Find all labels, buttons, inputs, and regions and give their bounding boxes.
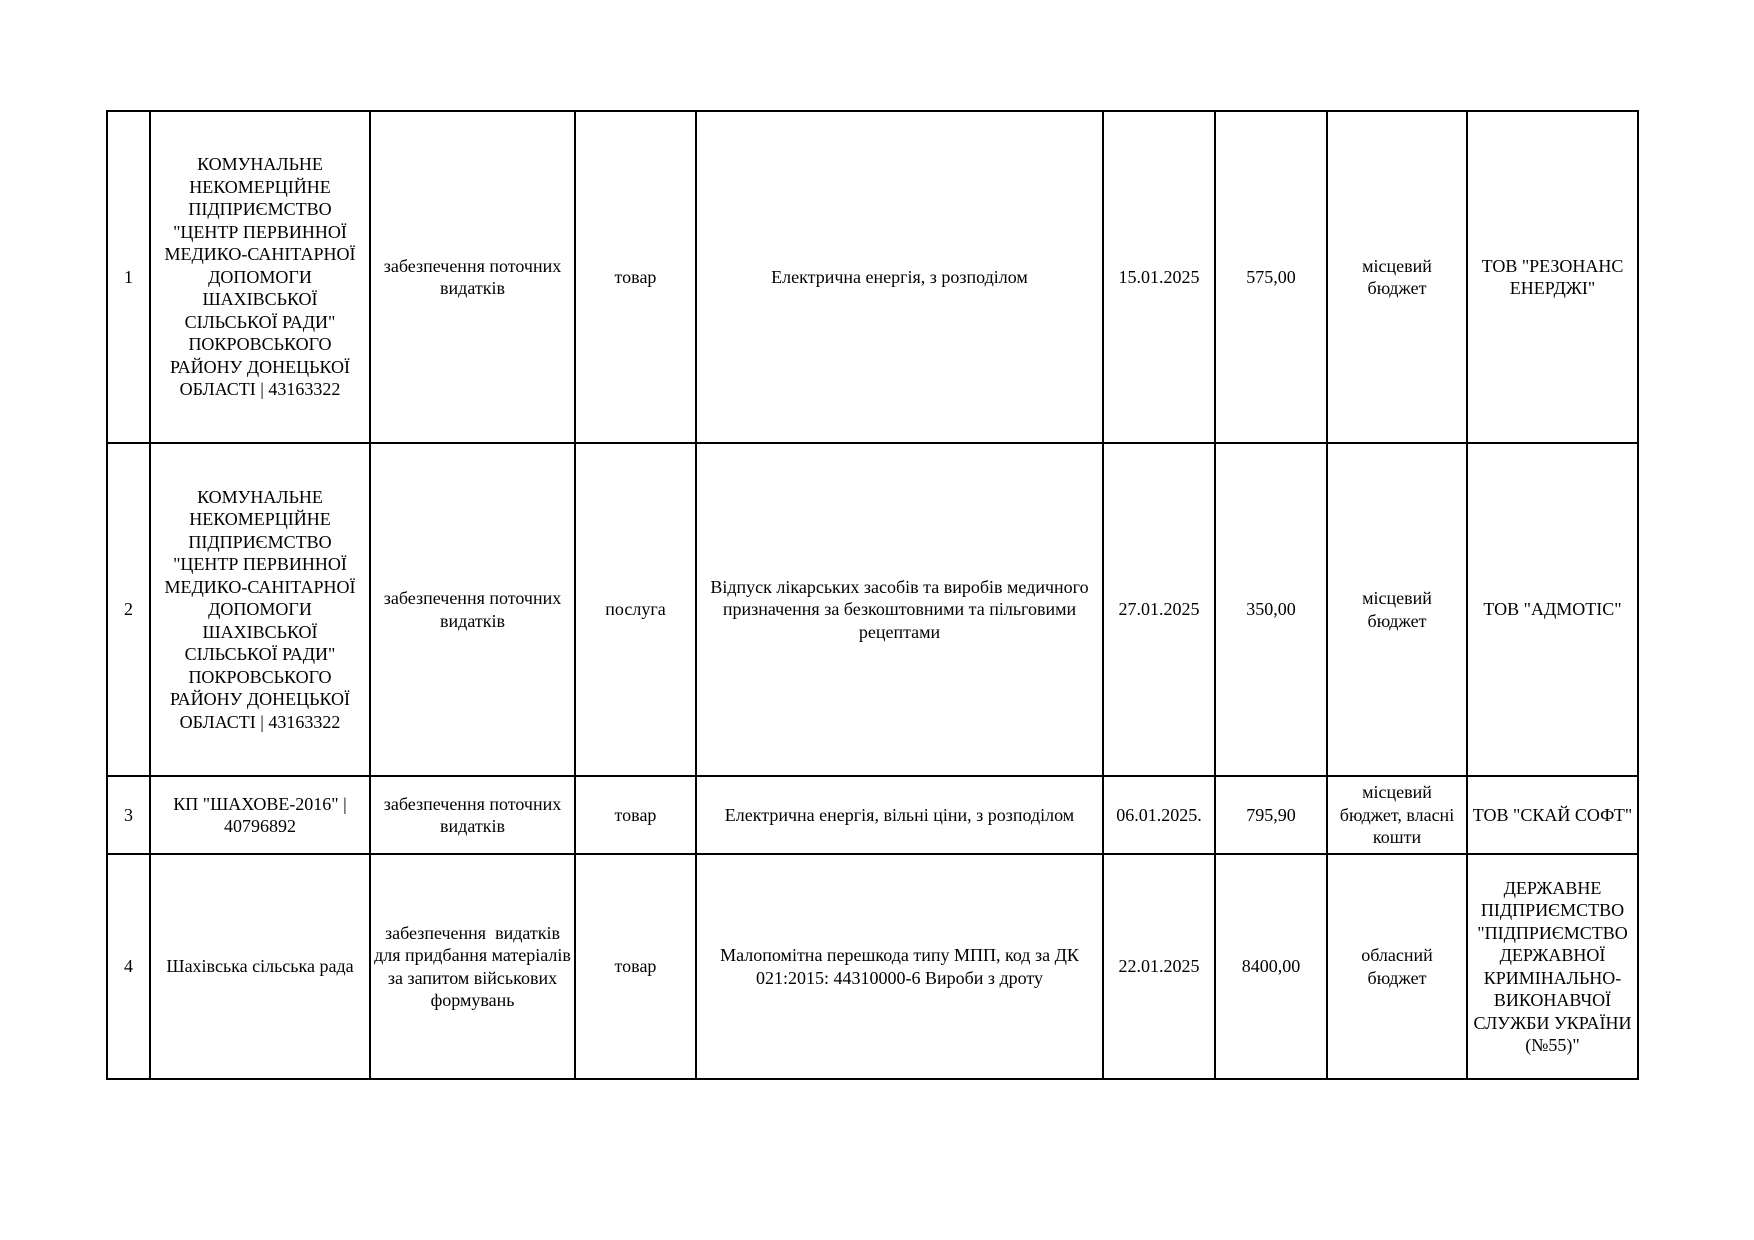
supplier-cell: ДЕРЖАВНЕ ПІДПРИЄМСТВО "ПІДПРИЄМСТВО ДЕРЖАВНОЇ КРИМІНАЛЬНО-ВИКОНАВЧОЇ СЛУЖБИ УКРАЇНИ (№55)" (1467, 854, 1638, 1079)
amount-cell: 795,90 (1215, 776, 1327, 854)
expense-purpose-cell: забезпечення видатків для придбання матеріалів за запитом військових формувань (370, 854, 575, 1079)
row-number: 1 (107, 111, 150, 443)
date-cell: 06.01.2025. (1103, 776, 1215, 854)
amount-cell: 350,00 (1215, 443, 1327, 776)
date-cell: 22.01.2025 (1103, 854, 1215, 1079)
amount-cell: 575,00 (1215, 111, 1327, 443)
item-description-cell: Електрична енергія, вільні ціни, з розподілом (696, 776, 1103, 854)
amount-cell: 8400,00 (1215, 854, 1327, 1079)
table-row (107, 443, 1638, 776)
expense-purpose-cell: забезпечення поточних видатків (370, 111, 575, 443)
supplier-cell: ТОВ "СКАЙ СОФТ" (1467, 776, 1638, 854)
supplier-cell: ТОВ "РЕЗОНАНС ЕНЕРДЖІ" (1467, 111, 1638, 443)
item-type-cell: товар (575, 111, 696, 443)
table-row (107, 854, 1638, 1079)
row-number: 3 (107, 776, 150, 854)
budget-source-cell: місцевий бюджет, власні кошти (1327, 776, 1467, 854)
supplier-cell: ТОВ "АДМОТІС" (1467, 443, 1638, 776)
expense-purpose-cell: забезпечення поточних видатків (370, 443, 575, 776)
expense-purpose-cell: забезпечення поточних видатків (370, 776, 575, 854)
item-type-cell: товар (575, 776, 696, 854)
date-cell: 15.01.2025 (1103, 111, 1215, 443)
budget-source-cell: місцевий бюджет (1327, 443, 1467, 776)
procurement-table (106, 110, 1639, 1080)
item-type-cell: товар (575, 854, 696, 1079)
table-row (107, 111, 1638, 443)
table-row (107, 776, 1638, 854)
organization-cell: Шахівська сільська рада (150, 854, 370, 1079)
organization-cell: КОМУНАЛЬНЕ НЕКОМЕРЦІЙНЕ ПІДПРИЄМСТВО "ЦЕНТР ПЕРВИННОЇ МЕДИКО-САНІТАРНОЇ ДОПОМОГИ ШАХІВСЬКОЇ СІЛЬСЬКОЇ РАДИ" ПОКРОВСЬКОГО РАЙОНУ ДОНЕЦЬКОЇ ОБЛАСТІ | 43163322 (150, 111, 370, 443)
item-type-cell: послуга (575, 443, 696, 776)
item-description-cell: Електрична енергія, з розподілом (696, 111, 1103, 443)
item-description-cell: Малопомітна перешкода типу МПП, код за ДК 021:2015: 44310000-6 Вироби з дроту (696, 854, 1103, 1079)
date-cell: 27.01.2025 (1103, 443, 1215, 776)
item-description-cell: Відпуск лікарських засобів та виробів медичного призначення за безкоштовними та пільговими рецептами (696, 443, 1103, 776)
budget-source-cell: обласний бюджет (1327, 854, 1467, 1079)
organization-cell: КОМУНАЛЬНЕ НЕКОМЕРЦІЙНЕ ПІДПРИЄМСТВО "ЦЕНТР ПЕРВИННОЇ МЕДИКО-САНІТАРНОЇ ДОПОМОГИ ШАХІВСЬКОЇ СІЛЬСЬКОЇ РАДИ" ПОКРОВСЬКОГО РАЙОНУ ДОНЕЦЬКОЇ ОБЛАСТІ | 43163322 (150, 443, 370, 776)
row-number: 2 (107, 443, 150, 776)
row-number: 4 (107, 854, 150, 1079)
budget-source-cell: місцевий бюджет (1327, 111, 1467, 443)
organization-cell: КП "ШАХОВЕ-2016" | 40796892 (150, 776, 370, 854)
